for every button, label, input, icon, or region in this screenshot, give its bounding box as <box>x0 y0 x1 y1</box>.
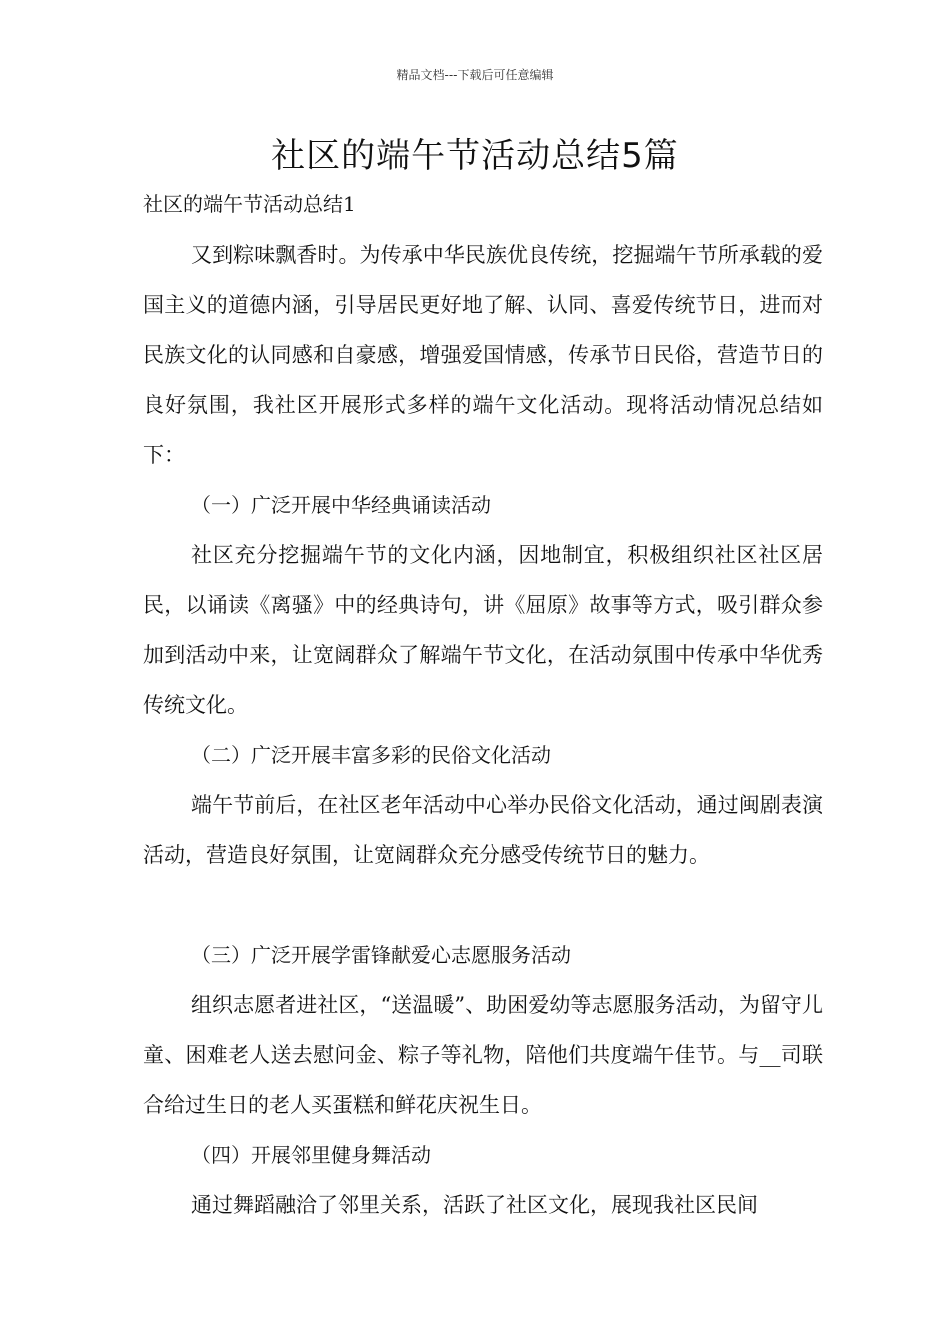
header-note: 精品文档---下载后可任意编辑 <box>396 68 554 82</box>
section-heading-2: （二）广泛开展丰富多彩的民俗文化活动 <box>191 743 551 767</box>
section-heading-3: （三）广泛开展学雷锋献爱心志愿服务活动 <box>191 943 571 967</box>
document-body <box>143 230 823 1230</box>
section-subtitle: 社区的端午节活动总结1 <box>143 192 356 216</box>
blank-line <box>143 880 823 930</box>
document-title: 社区的端午节活动总结5篇 <box>271 136 679 176</box>
paragraph-folk-culture: 端午节前后，在社区老年活动中心举办民俗文化活动，通过闽剧表演活动，营造良好氛围，让宽阔群众充分感受传统节日的魅力。 <box>143 793 823 867</box>
section-heading-4: （四）开展邻里健身舞活动 <box>191 1143 431 1167</box>
paragraph-reading-activity: 社区充分挖掘端午节的文化内涵，因地制宜，积极组织社区社区居民，以诵读《离骚》中的经典诗句，讲《屈原》故事等方式，吸引群众参加到活动中来，让宽阔群众了解端午节文化，在活动氛围中传承中华优秀传统文化。 <box>143 543 823 717</box>
section-heading-1: （一）广泛开展中华经典诵读活动 <box>191 493 491 517</box>
paragraph-intro: 又到粽味飘香时。为传承中华民族优良传统，挖掘端午节所承载的爱国主义的道德内涵，引导居民更好地了解、认同、喜爱传统节日，进而对民族文化的认同感和自豪感，增强爱国情感，传承节日民俗，营造节日的良好氛围，我社区开展形式多样的端午文化活动。现将活动情况总结如下： <box>143 243 823 467</box>
paragraph-volunteer-service: 组织志愿者进社区，“送温暖”、助困爱幼等志愿服务活动，为留守儿童、困难老人送去慰问金、粽子等礼物，陪他们共度端午佳节。与__司联合给过生日的老人买蛋糕和鲜花庆祝生日。 <box>143 993 823 1117</box>
paragraph-fitness-dance: 通过舞蹈融洽了邻里关系，活跃了社区文化，展现我社区民间 <box>191 1193 758 1217</box>
